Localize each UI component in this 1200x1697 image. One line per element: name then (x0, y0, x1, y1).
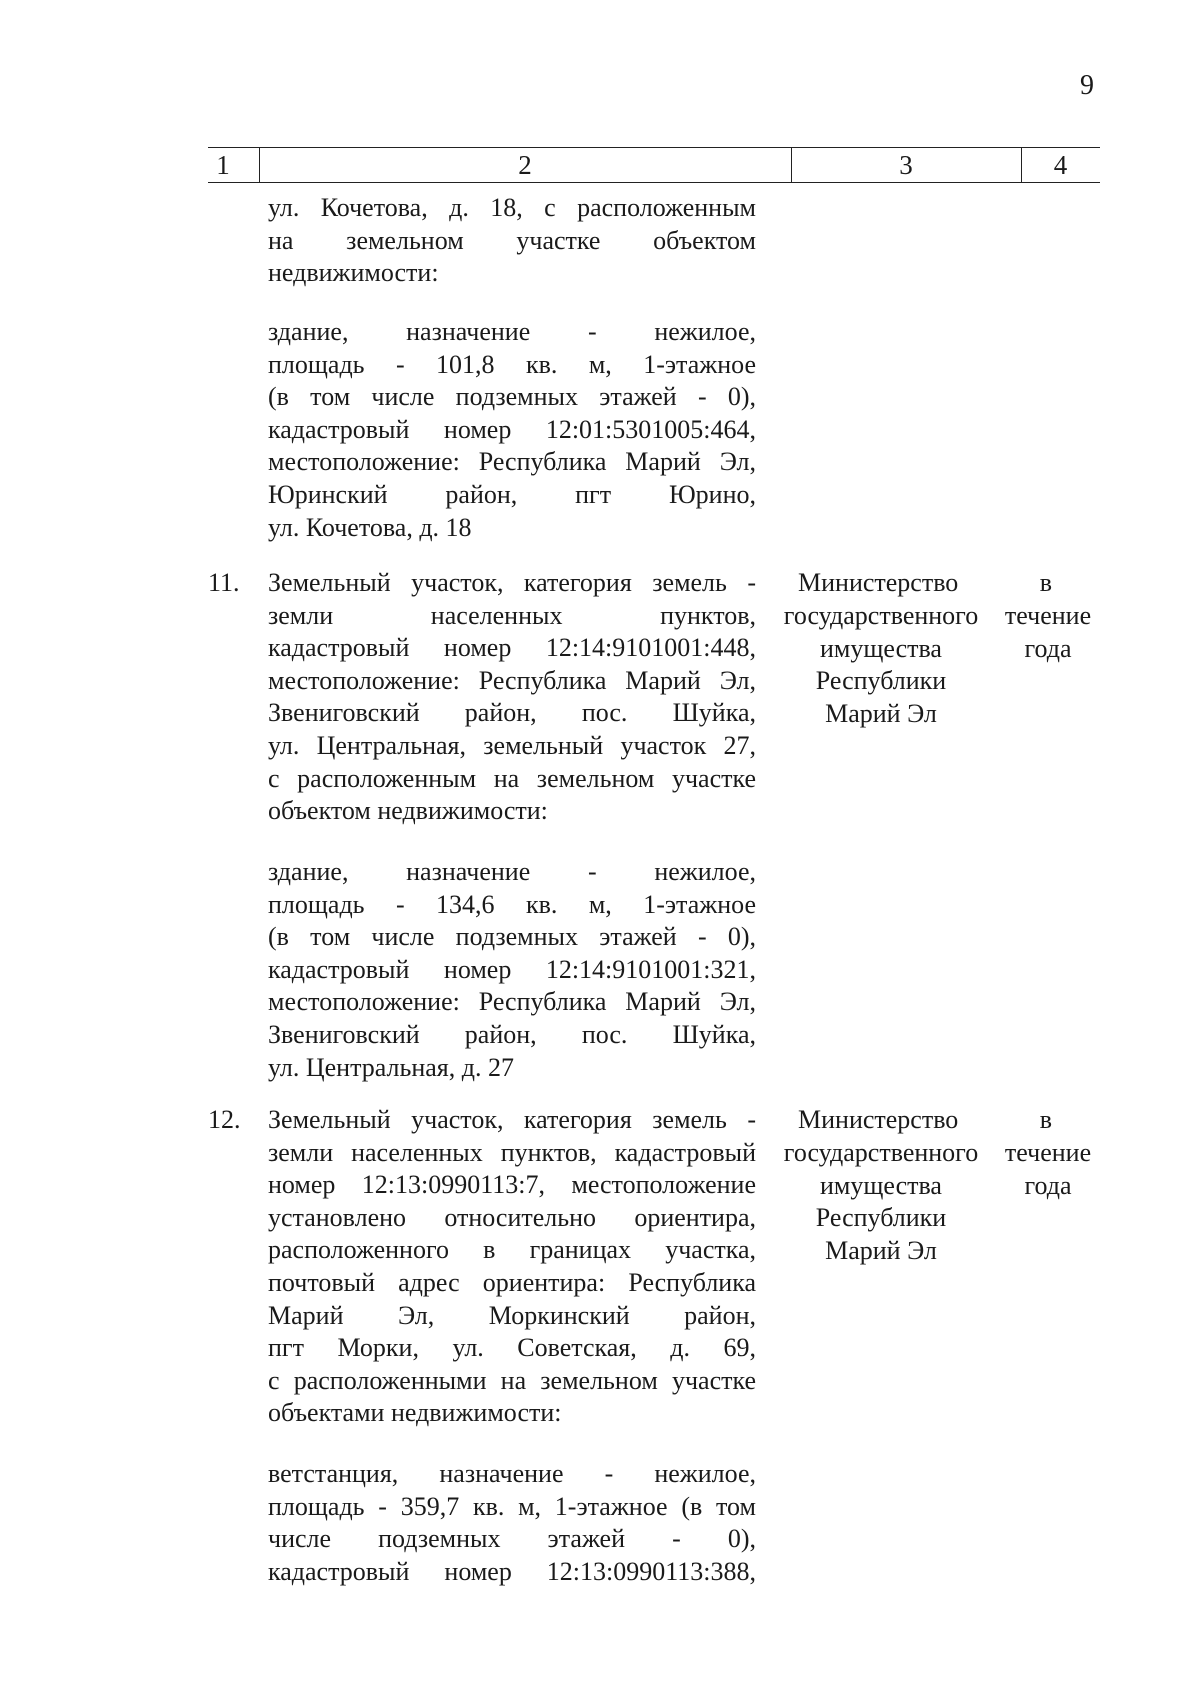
term-text: года (1024, 1170, 1072, 1200)
row-11-land-text (268, 567, 756, 828)
text-line: пгт Морки, ул. Советская, д. 69, (268, 1333, 756, 1363)
text-line: расположенного в границах участка, (268, 1235, 756, 1265)
text-line: установлено относительно ориентира, (268, 1202, 756, 1232)
text-line: почтовый адрес ориентира: Республика (268, 1267, 756, 1297)
responsible-text: Министерство (798, 1105, 959, 1134)
text-line: площадь - 134,6 кв. м, 1-этажное (268, 889, 756, 919)
text-line: объектами недвижимости: (268, 1398, 562, 1428)
text-line: Звениговский район, пос. Шуйка, (268, 1019, 756, 1049)
responsible-text: имущества (820, 1170, 942, 1200)
row-12-responsible-head (776, 1104, 1096, 1137)
row-11-responsible (776, 600, 986, 730)
row-12-land-text (268, 1104, 756, 1430)
text-line: земли населенных пунктов, (268, 600, 756, 630)
text-line: числе подземных этажей - 0), (268, 1524, 756, 1554)
term-text: года (1024, 633, 1072, 663)
header-col-4: 4 (1053, 150, 1068, 180)
text-line: здание, назначение - нежилое, (268, 317, 756, 346)
row-number: 11. (208, 568, 240, 597)
row-11-term (1000, 600, 1096, 665)
responsible-text: государственного (783, 601, 979, 630)
text-line: кадастровый номер 12:14:9101001:321, (268, 954, 756, 984)
term-text: течение (1004, 1138, 1092, 1167)
text-line: кадастровый номер 12:13:0990113:388, (268, 1556, 756, 1586)
responsible-text: Министерство (798, 568, 959, 597)
term-text: в (1039, 568, 1052, 597)
text-line: ул. Кочетова, д. 18, с расположенным (268, 193, 756, 222)
term-text: в (1039, 1105, 1052, 1134)
text-line: Марий Эл, Моркинский район, (268, 1300, 756, 1330)
text-line: Земельный участок, категория земель - (268, 568, 756, 597)
responsible-text: Республики (815, 666, 947, 696)
text-line: здание, назначение - нежилое, (268, 857, 756, 886)
text-line: (в том числе подземных этажей - 0), (268, 922, 756, 952)
text-line: недвижимости: (268, 258, 439, 288)
responsible-text: Республики (815, 1203, 947, 1233)
text-line: с расположенным на земельном участке (268, 763, 756, 793)
table-header (208, 147, 1100, 183)
responsible-text: государственного (783, 1138, 979, 1167)
continuation-building-text (268, 316, 756, 544)
text-line: ул. Центральная, земельный участок 27, (268, 730, 756, 760)
continuation-land-text (268, 192, 756, 290)
text-line: кадастровый номер 12:01:5301005:464, (268, 414, 756, 444)
text-line: Земельный участок, категория земель - (268, 1105, 756, 1134)
row-11-responsible-head (776, 567, 1096, 600)
row-12-term (1000, 1137, 1096, 1202)
text-line: земли населенных пунктов, кадастровый (268, 1137, 756, 1167)
text-line: ул. Кочетова, д. 18 (268, 512, 472, 542)
row-11-building-text (268, 856, 756, 1084)
responsible-text: имущества (820, 633, 942, 663)
text-line: площадь - 101,8 кв. м, 1-этажное (268, 349, 756, 379)
responsible-text: Марий Эл (825, 698, 937, 728)
row-12-building-text (268, 1458, 756, 1588)
text-line: номер 12:13:0990113:7, местоположение (268, 1170, 756, 1200)
text-line: Юринский район, пгт Юрино, (268, 479, 756, 509)
header-col-3: 3 (899, 150, 913, 180)
responsible-text: Марий Эл (825, 1235, 937, 1265)
text-line: ветстанция, назначение - нежилое, (268, 1459, 756, 1488)
row-number: 12. (208, 1105, 241, 1134)
text-line: с расположенными на земельном участке (268, 1365, 756, 1395)
text-line: на земельном участке объектом (268, 225, 756, 255)
row-12-responsible (776, 1137, 986, 1267)
text-line: Звениговский район, пос. Шуйка, (268, 698, 756, 728)
text-line: кадастровый номер 12:14:9101001:448, (268, 633, 756, 663)
page-number: 9 (1080, 70, 1094, 101)
text-line: местоположение: Республика Марий Эл, (268, 987, 756, 1017)
text-line: местоположение: Республика Марий Эл, (268, 447, 756, 477)
term-text: течение (1004, 601, 1092, 630)
header-col-1: 1 (216, 150, 230, 180)
header-col-2: 2 (518, 150, 532, 180)
text-line: местоположение: Республика Марий Эл, (268, 665, 756, 695)
text-line: объектом недвижимости: (268, 796, 548, 826)
text-line: ул. Центральная, д. 27 (268, 1052, 514, 1082)
text-line: (в том числе подземных этажей - 0), (268, 382, 756, 412)
text-line: площадь - 359,7 кв. м, 1-этажное (в том (268, 1491, 756, 1521)
